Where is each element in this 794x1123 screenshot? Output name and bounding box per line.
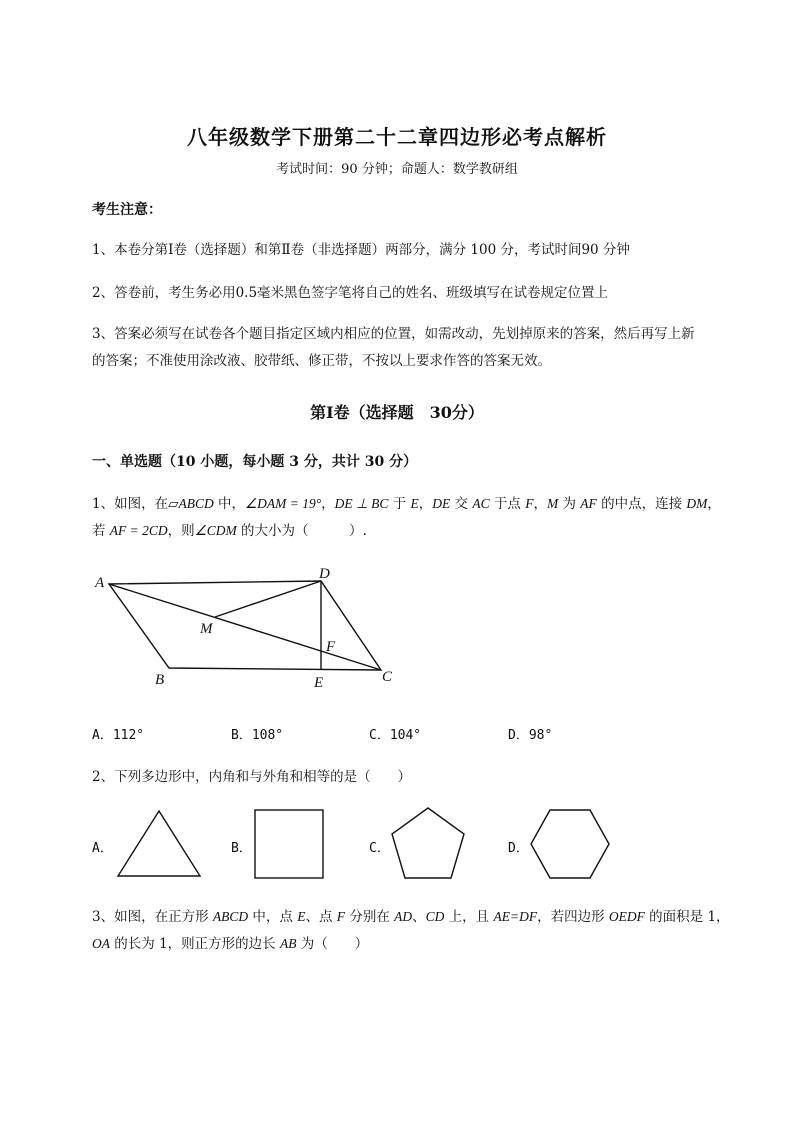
square-icon[interactable] — [253, 808, 325, 880]
math: F — [336, 909, 346, 924]
text: 于点 — [489, 496, 526, 512]
math: M — [546, 496, 559, 511]
math: OA — [92, 936, 110, 951]
q2-option-d[interactable]: D． — [508, 841, 529, 856]
math: ABCD — [212, 909, 249, 924]
text: 分别在 — [345, 909, 395, 925]
q1-option-d[interactable]: D．98° — [508, 728, 553, 743]
text: 交 — [450, 496, 473, 512]
notice-3-continued: 的答案；不准使用涂改液、胶带纸、修正带，不按以上要求作答的答案无效。 — [92, 353, 551, 369]
hexagon-icon[interactable] — [529, 808, 611, 880]
text: 于 — [388, 496, 411, 512]
text: 上，且 — [444, 909, 494, 925]
label-b: B — [155, 672, 165, 688]
exam-info: 考试时间：90 分钟；命题人：数学教研组 — [276, 162, 518, 177]
math: CD — [425, 909, 445, 924]
notice-3: 3、答案必须写在试卷各个题目指定区域内相应的位置，如需改动，先划掉原来的答案，然后再写上新 — [92, 326, 695, 342]
question-2-text: 2、下列多边形中，内角和与外角和相等的是（ ） — [92, 769, 412, 785]
q1-option-c[interactable]: C．104° — [369, 728, 422, 743]
text: 、点 — [305, 909, 337, 925]
text: 的大小为（ ）. — [236, 523, 367, 539]
math: AD — [394, 909, 413, 924]
text: 为（ ） — [296, 936, 369, 952]
math: E — [410, 496, 419, 511]
math: AC — [472, 496, 490, 511]
question-1-line-2 — [92, 519, 367, 539]
pentagon-icon[interactable] — [390, 806, 466, 880]
text: 若 — [92, 523, 110, 539]
question-3-line-2 — [92, 932, 368, 952]
math: OEDF — [608, 909, 645, 924]
label-m: M — [200, 621, 213, 637]
math: AF — [580, 496, 597, 511]
math: DE — [432, 496, 451, 511]
q1-option-a[interactable]: A．112° — [92, 728, 145, 743]
label-d: D — [319, 566, 330, 582]
label-a: A — [95, 575, 105, 591]
math: AF = 2CD — [109, 523, 168, 538]
math: AE=DF — [493, 909, 538, 924]
math: ∠CDM — [194, 523, 237, 538]
text: ，若四边形 — [537, 909, 609, 925]
notice-1: 1、本卷分第Ⅰ卷（选择题）和第Ⅱ卷（非选择题）两部分，满分 100 分，考试时间90 分钟 — [92, 242, 630, 258]
text: 的长为 1，则正方形的边长 — [110, 936, 280, 952]
text: ，则 — [167, 523, 195, 539]
math: E — [297, 909, 306, 924]
label-e: E — [314, 675, 324, 691]
label-c: C — [382, 669, 393, 685]
text: 的中点，连接 — [596, 496, 687, 512]
part-heading: 一、单选题（10 小题，每小题 3 分，共计 30 分） — [92, 454, 418, 470]
notice-2: 2、答卷前，考生务必用0.5毫米黑色签字笔将自己的姓名、班级填写在试卷规定位置上 — [92, 285, 609, 301]
parallelogram-icon: ▱ — [168, 496, 179, 512]
q2-option-b[interactable]: B． — [231, 841, 252, 856]
text: ， — [418, 496, 433, 512]
text: ， — [707, 496, 721, 512]
text: 中， — [213, 496, 246, 512]
q2-option-c[interactable]: C． — [369, 841, 390, 856]
text: 的面积是 1， — [644, 909, 730, 925]
text: 为 — [558, 496, 581, 512]
text: 1、如图，在 — [92, 496, 169, 512]
section-title: 第Ⅰ卷（选择题 30分） — [310, 403, 484, 422]
math: ∠DAM = 19° — [245, 496, 322, 511]
segment-dm — [215, 581, 321, 617]
math: F — [525, 496, 534, 511]
question-1-line-1 — [92, 492, 721, 512]
q1-option-b[interactable]: B．108° — [231, 728, 284, 743]
document-title: 八年级数学下册第二十二章四边形必考点解析 — [187, 125, 607, 149]
question-3-line-1 — [92, 905, 730, 925]
math: DM — [686, 496, 708, 511]
q2-option-a[interactable]: A． — [92, 841, 113, 856]
text: 3、如图，在正方形 — [92, 909, 213, 925]
math: ABCD — [178, 496, 214, 511]
text: 、 — [412, 909, 426, 925]
text: ， — [321, 496, 335, 512]
text: 中，点 — [248, 909, 298, 925]
triangle-icon[interactable] — [115, 808, 205, 880]
text: ， — [533, 496, 547, 512]
diagonal-ac — [109, 584, 381, 670]
label-f: F — [326, 639, 336, 655]
notice-heading: 考生注意： — [92, 202, 162, 218]
math: DE ⊥ BC — [334, 496, 389, 511]
math: AB — [279, 936, 297, 951]
parallelogram-figure — [85, 560, 415, 695]
